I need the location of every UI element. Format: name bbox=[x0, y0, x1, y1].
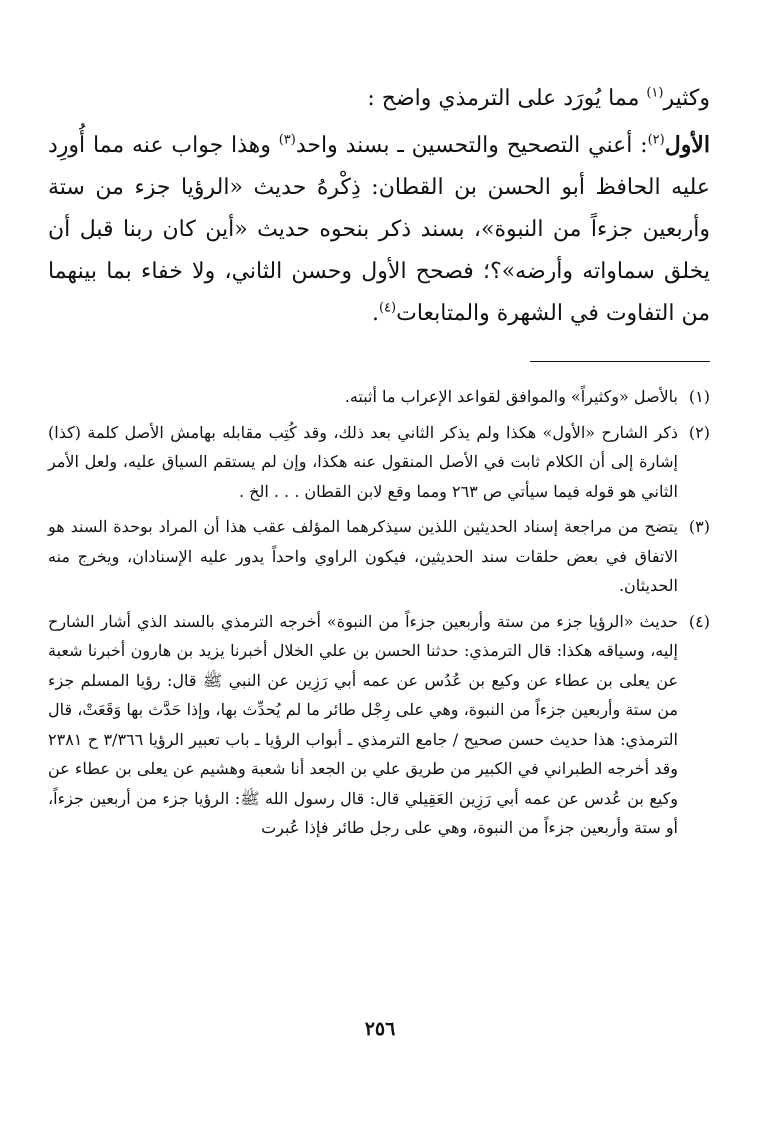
footnote-number: (١) bbox=[688, 387, 710, 406]
para1-after: مما يُورَد على الترمذي واضح : bbox=[367, 86, 647, 111]
para2-part2: وهذا جواب عنه مما أُورِد عليه الحافظ أبو الحسن بن القطان: ذِكْرهُ حديث «الرؤيا جزء من ستة وأربعين جزءاً من النبوة»، بسند ذكر بنحوه حديث «أين كان ربنا قبل أن يخلق سماواته وأرضه»؟؛ فصحح الأول وحسن الثاني، ولا خفاء بما بينهما من التفاوت في الشهرة والمتابعات bbox=[48, 133, 710, 326]
footnote-number: (٣) bbox=[688, 517, 710, 536]
footnote-3 bbox=[48, 512, 710, 601]
main-paragraph-2 bbox=[48, 124, 710, 335]
term-first: الأول bbox=[664, 132, 710, 158]
footnote-ref-4: (٤) bbox=[378, 300, 397, 316]
footnote-text: بالأصل «وكثيراً» والموافق لقواعد الإعراب ما أثبته. bbox=[344, 387, 678, 406]
para2-part1: : أعني التصحيح والتحسين ـ بسند واحد bbox=[295, 133, 648, 158]
page-body bbox=[48, 78, 710, 849]
para2-end: . bbox=[371, 301, 379, 326]
main-text bbox=[48, 78, 710, 335]
footnote-1 bbox=[48, 382, 710, 412]
footnote-text: حديث «الرؤيا جزء من ستة وأربعين جزءاً من النبوة» أخرجه الترمذي بالسند الذي أشار الشارح إليه، وسياقه هكذا: قال الترمذي: حدثنا الحسن بن علي الخلال أخبرنا يزيد بن هارون أخبرنا شعبة عن يعلى بن عطاء عن وكيع بن عُدُس عن عمه أبي رَزِين عن النبي ﷺ قال: رؤيا المسلم جزء من ستة وأربعين جزءاً من النبوة، وهي على رِجْل طائر ما لم يُحدِّث بها، وإذا حَدَّث بها وَقَعَتْ، قال الترمذي: هذا حديث حسن صحيح / جامع الترمذي ـ أبواب الرؤيا ـ باب تعبير الرؤيا ٣/٣٦٦ ح ٢٣٨١ وقد أخرجه الطبراني في الكبير من طريق علي بن الجعد أنا شعبة وهشيم عن يعلى بن عطاء عن وكيع بن عُدس عن عمه أبي رَزِين العَقِيلي قال: قال رسول الله ﷺ: الرؤيا جزء من أربعين جزءاً، أو ستة وأربعين جزءاً من النبوة، وهي على رجل طائر فإذا عُبرت bbox=[48, 611, 679, 837]
footnote-number: (٤) bbox=[688, 611, 710, 631]
footnotes bbox=[48, 382, 710, 843]
footnote-text: ذكر الشارح «الأول» هكذا ولم يذكر الثاني بعد ذلك، وقد كُتِب مقابله بهامش الأصل كلمة (كذا) إشارة إلى أن الكلام ثابت في الأصل المنقول عنه هكذا، وإن لم يستقم السياق عليه، ولعل الأمر الثاني هو قوله فيما سيأتي ص ٢٦٣ ومما وقع لابن القطان . . . الخ . bbox=[48, 422, 678, 501]
footnote-4 bbox=[48, 607, 710, 843]
main-paragraph-1 bbox=[48, 78, 710, 120]
para1-before: وكثير bbox=[663, 86, 710, 111]
footnote-number: (٢) bbox=[688, 422, 710, 442]
footnote-ref-1: (١) bbox=[646, 85, 664, 101]
footnote-ref-2: (٢) bbox=[647, 132, 665, 148]
footnote-divider bbox=[530, 361, 710, 362]
page-number: ٢٥٦ bbox=[364, 1018, 396, 1040]
footnote-text: يتضح من مراجعة إسناد الحديثين اللذين سيذكرهما المؤلف عقب هذا أن المراد بوحدة السند هو الاتفاق في بعض حلقات سند الحديثين، فيكون الراوي واحداً يدور عليه الإسنادان، ويخرج منه الحديثان. bbox=[48, 517, 678, 595]
footnote-2 bbox=[48, 418, 710, 507]
footnote-ref-3: (٣) bbox=[278, 132, 296, 148]
